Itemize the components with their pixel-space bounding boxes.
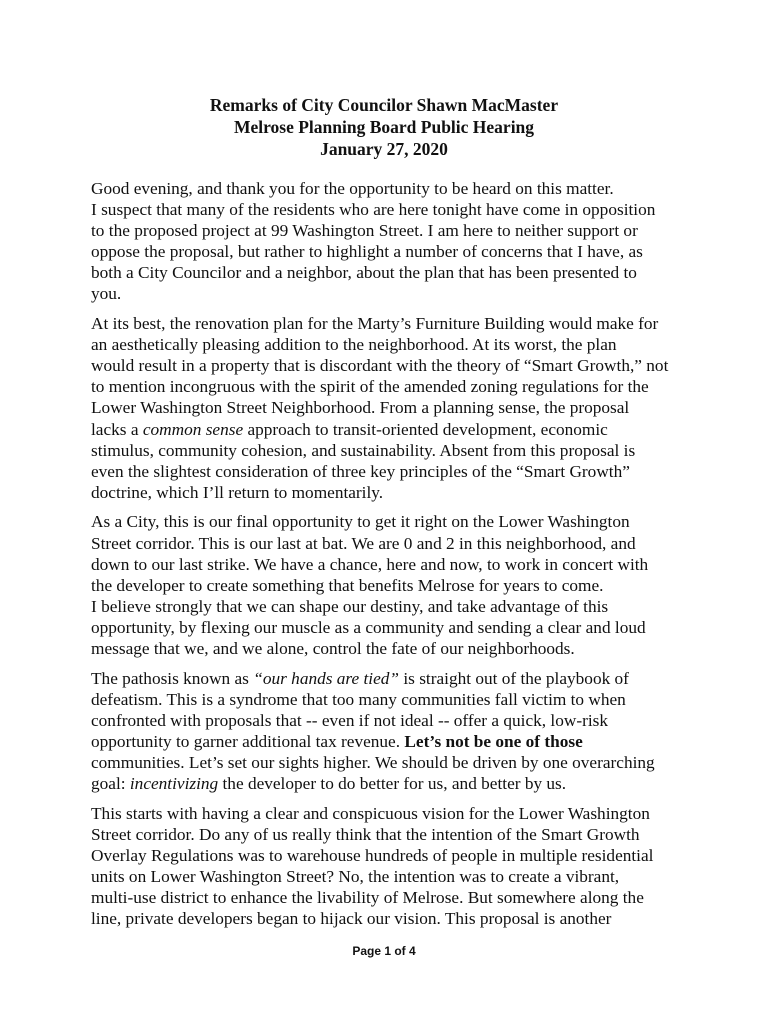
text-run: goal: bbox=[91, 774, 130, 794]
text-line: to mention incongruous with the spirit of the amended zoning regulations for the bbox=[91, 377, 649, 397]
text-line: Good evening, and thank you for the opportunity to be heard on this matter. bbox=[91, 179, 614, 198]
text-line: stimulus, community cohesion, and sustainability. Absent from this proposal is bbox=[91, 440, 636, 460]
text-run: would result in a property that is discordant with the theory bbox=[91, 356, 506, 376]
paragraph-2 bbox=[91, 313, 696, 503]
text-line: Overlay Regulations was to warehouse hundreds of people in multiple residential bbox=[91, 845, 654, 865]
document-body bbox=[91, 178, 696, 938]
text-line: the developer to create something that benefits Melrose for years to come. bbox=[91, 575, 604, 595]
italic-run: incentivizing bbox=[129, 774, 219, 794]
text-line: Street corridor. This is our last at bat. We are 0 and 2 in this neighborhood, and bbox=[91, 533, 636, 553]
text-line bbox=[91, 482, 696, 503]
text-run: opportunity to garner additional tax revenue. bbox=[91, 731, 405, 751]
header-title: Remarks of City Councilor Shawn MacMaster bbox=[209, 95, 559, 115]
text-line: communities. Let’s set our sights higher. We should be driven by one overarching bbox=[91, 752, 655, 772]
text-run: I’ll return to mo bbox=[202, 482, 314, 502]
text-line: multi-use district to enhance the livability of Melrose. But somewhere along the bbox=[91, 888, 644, 907]
header-date: January 27, 2020 bbox=[320, 139, 448, 159]
text-line: an aesthetically pleasing addition to the neighborhood. At its worst, the plan bbox=[91, 335, 617, 355]
text-run: The pathosis known as bbox=[91, 668, 254, 688]
text-run: lacks a bbox=[91, 419, 143, 439]
text-run: even the slightest consideration of three key principles of bbox=[91, 461, 491, 481]
text-line bbox=[91, 773, 696, 794]
text-run: approach to transit-oriented development, economic bbox=[243, 419, 608, 439]
header-event: Melrose Planning Board Public Hearing bbox=[233, 117, 535, 137]
text-line bbox=[91, 355, 696, 376]
page-footer bbox=[0, 943, 768, 959]
text-line: As a City, this is our final opportunity to get it right on the Lower Washington bbox=[91, 512, 630, 532]
text-line: down to our last strike. We have a chance, here and now, to work in concert with bbox=[91, 554, 649, 574]
text-run: doctrine, which bbox=[91, 482, 203, 502]
text-line: confronted with proposals that -- even if not ideal -- offer a quick, low-risk bbox=[91, 710, 609, 730]
text-line bbox=[91, 461, 696, 482]
document-header bbox=[0, 94, 768, 160]
italic-run: common sense bbox=[142, 419, 244, 439]
text-line: opportunity, by flexing our muscle as a community and sending a clear and loud bbox=[91, 617, 646, 637]
text-line: Lower Washington Street Neighborhood. From a planning sense, the proposal bbox=[91, 398, 630, 418]
text-line bbox=[91, 731, 696, 752]
text-line bbox=[91, 668, 696, 689]
bold-run: Let’s not be one of those bbox=[404, 731, 583, 751]
text-line: units on Lower Washington Street? No, the intention was to create a vibrant, bbox=[91, 866, 620, 886]
text-run: not bbox=[641, 356, 669, 376]
text-run: the “Smart Growth” bbox=[490, 461, 630, 481]
italic-run: “our hands are tied” bbox=[253, 668, 400, 688]
text-line: both a City Councilor and a neighbor, about the plan that has been presented to bbox=[91, 263, 637, 283]
text-line bbox=[91, 419, 696, 440]
paragraph-3 bbox=[91, 511, 696, 659]
text-line bbox=[91, 313, 696, 334]
text-run: is straight out of the playbook of bbox=[399, 668, 629, 688]
text-run: the Marty’s Furniture Building bbox=[331, 314, 545, 334]
text-line: oppose the proposal, but rather to highlight a number of concerns that I have, as bbox=[91, 242, 643, 262]
text-run: mentarily. bbox=[313, 482, 384, 502]
text-run: would make for bbox=[544, 314, 659, 334]
text-line: This starts with having a clear and conspicuous vision for the Lower Washington bbox=[91, 803, 650, 823]
text-line: Street corridor. Do any of us really think that the intention of the Smart Growth bbox=[91, 824, 640, 844]
text-line: you. bbox=[91, 284, 122, 304]
paragraph-4 bbox=[91, 668, 696, 795]
text-line: defeatism. This is a syndrome that too many communities fall victim to when bbox=[91, 689, 626, 709]
text-line: message that we, and we alone, control the fate of our neighborhoods. bbox=[91, 638, 575, 658]
page-number: Page 1 of 4 bbox=[352, 944, 416, 958]
paragraph-5 bbox=[91, 803, 696, 930]
paragraph-1 bbox=[91, 178, 696, 305]
text-line: I believe strongly that we can shape our destiny, and take advantage of this bbox=[91, 596, 609, 616]
text-line: I suspect that many of the residents who are here tonight have come in opposition bbox=[91, 200, 656, 220]
text-run: At its best, the renovation plan for bbox=[91, 314, 332, 334]
text-line: line, private developers began to hijack our vision. This proposal is another bbox=[91, 909, 612, 929]
text-line: to the proposed project at 99 Washington Street. I am here to neither support or bbox=[91, 221, 638, 241]
text-run: the developer to do better for us, and better by us. bbox=[218, 774, 567, 794]
text-run: of “Smart Growth,” bbox=[505, 356, 642, 376]
